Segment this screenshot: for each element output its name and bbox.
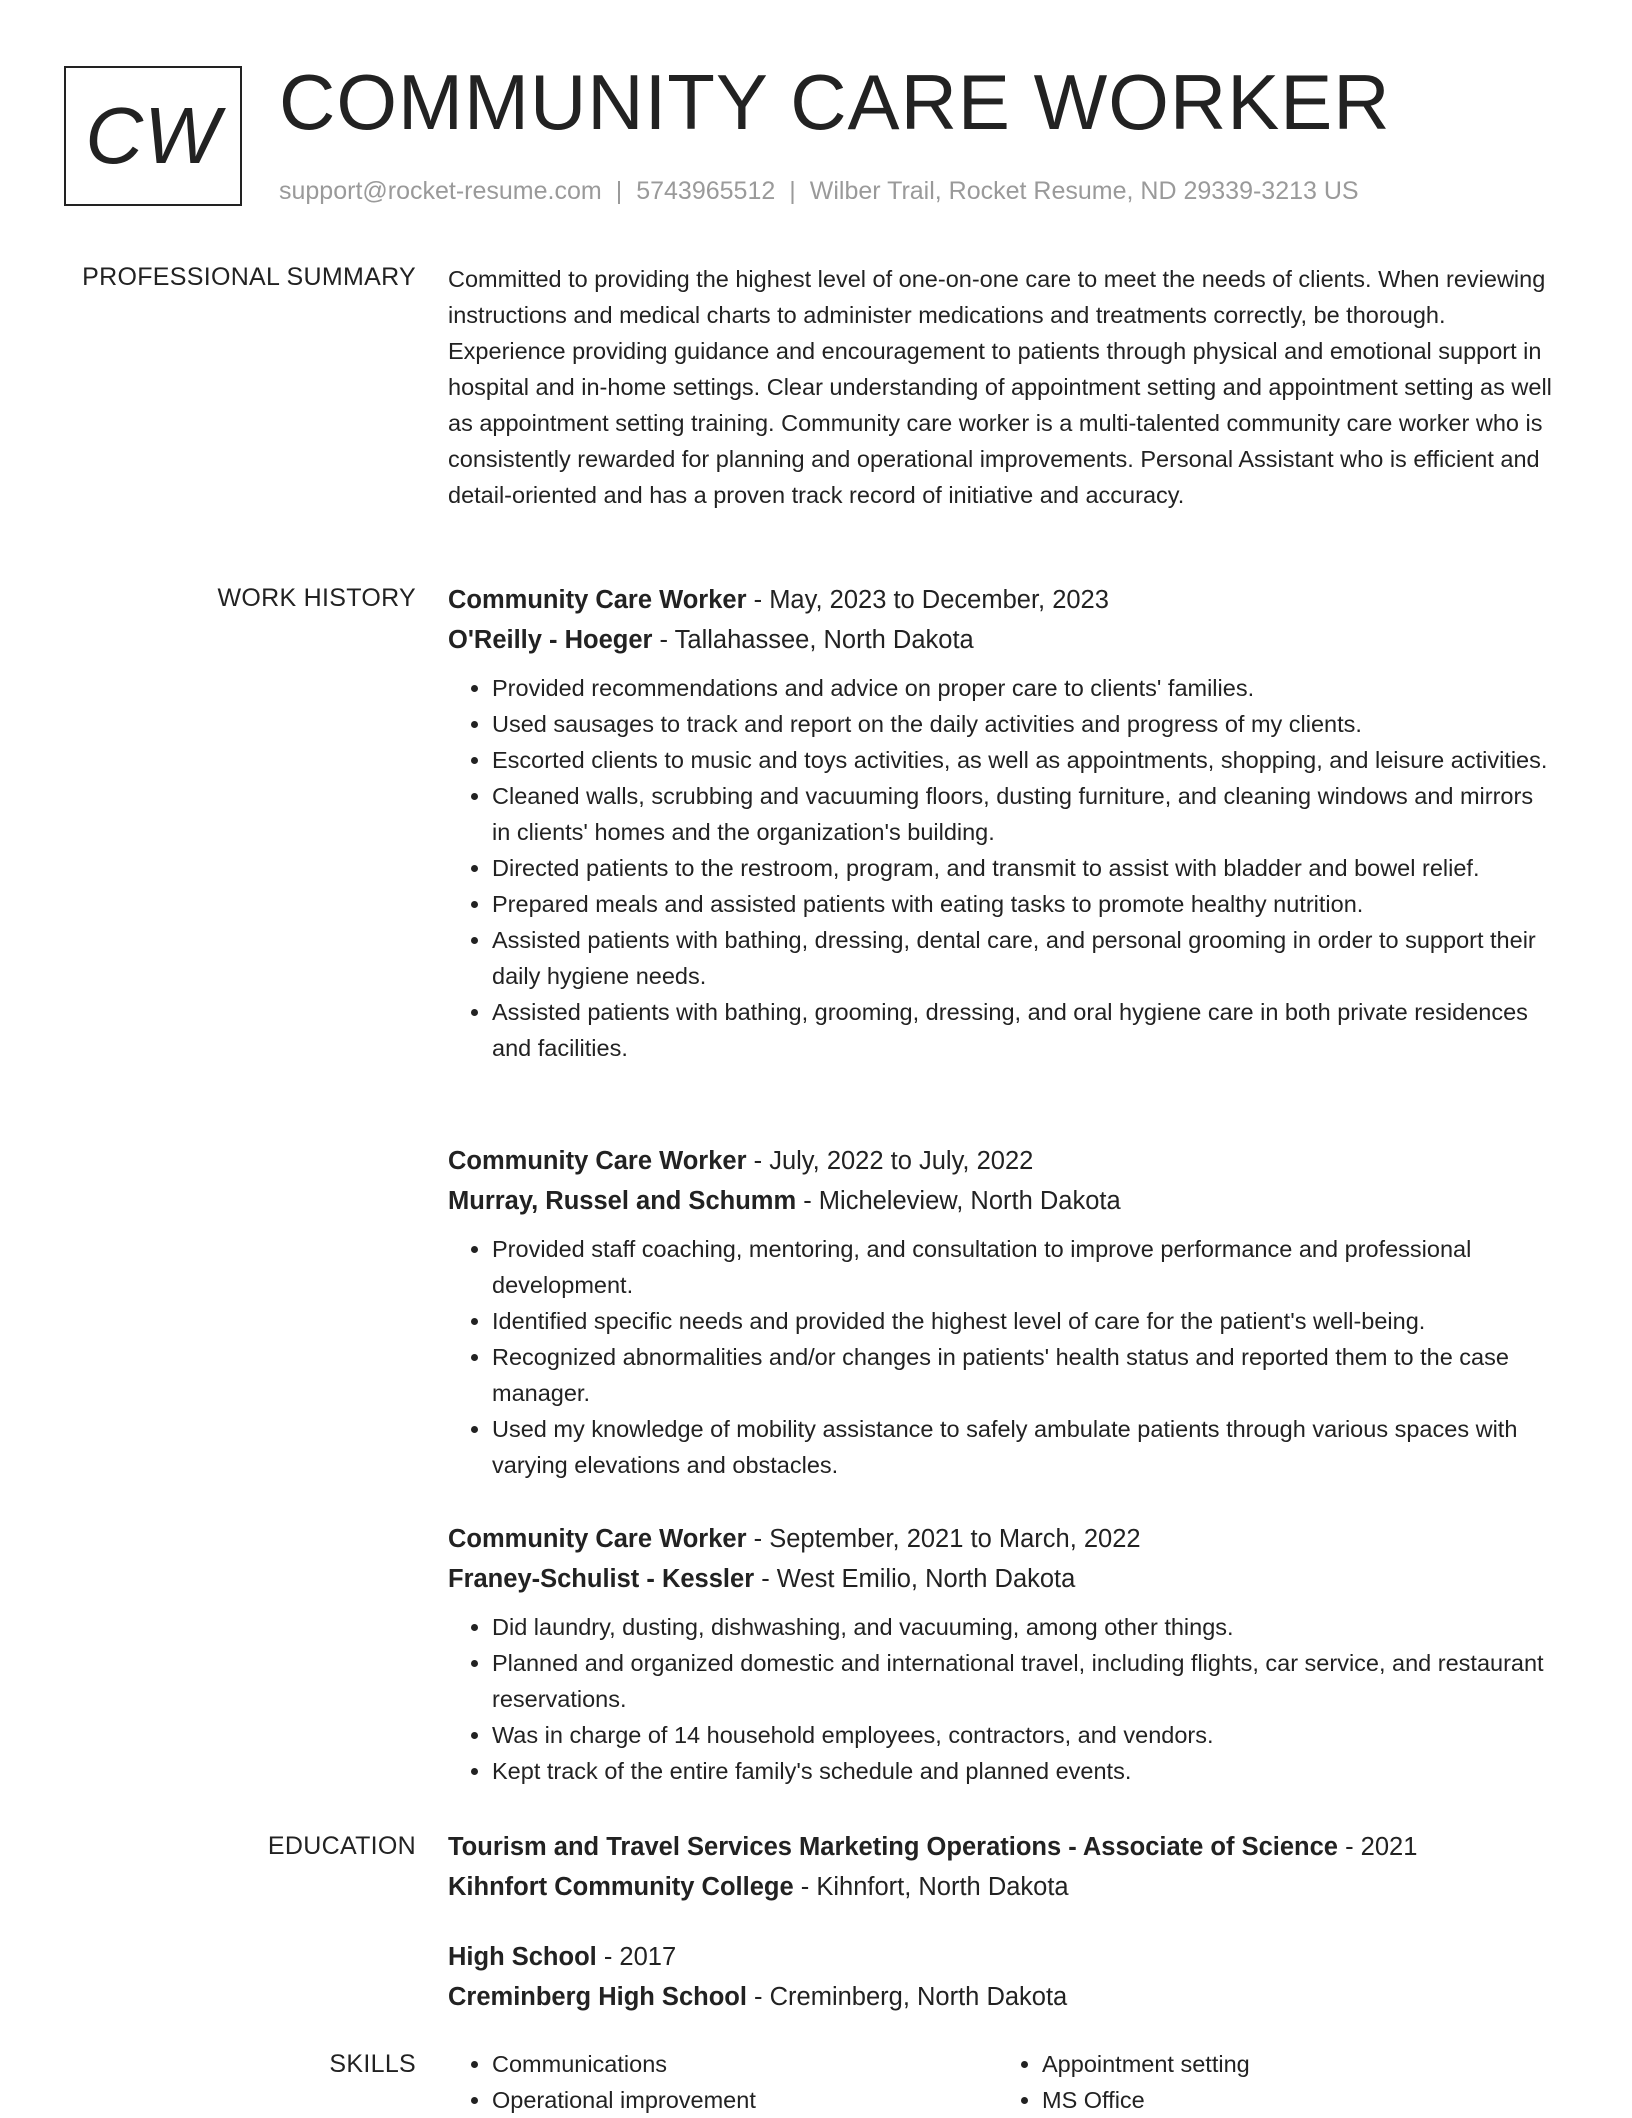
job-bullet: • Planned and organized domestic and international travel, including flights, car service, and restaurant reservations.	[492, 1645, 1553, 1717]
contact-email: support@rocket-resume.com	[279, 177, 602, 205]
skills-column-right	[998, 2046, 1548, 2118]
education-degree: Tourism and Travel Services Marketing Operations - Associate of Science	[448, 1833, 1338, 1861]
contact-separator: |	[789, 177, 796, 205]
job-bullets	[448, 1231, 1553, 1483]
skill-item: • Appointment setting	[1042, 2046, 1548, 2082]
education-school-line	[448, 1977, 1553, 2017]
job-dates: - September, 2021 to March, 2022	[746, 1525, 1141, 1553]
job-bullet: • Assisted patients with bathing, grooming, dressing, and oral hygiene care in both private residences and facilities.	[492, 994, 1553, 1066]
skills-list	[448, 2046, 1553, 2118]
skills-column-left	[448, 2046, 998, 2118]
section-label-education: EDUCATION	[267, 1832, 416, 1860]
job-title-line	[448, 580, 1553, 620]
job-entry	[448, 1519, 1553, 1789]
monogram-logo: CW	[64, 66, 242, 206]
section-label-summary: PROFESSIONAL SUMMARY	[82, 263, 416, 291]
education-entry	[448, 1937, 1553, 2017]
education-degree: High School	[448, 1943, 597, 1971]
education-degree-line	[448, 1827, 1553, 1867]
resume-name: COMMUNITY CARE WORKER	[279, 58, 1391, 146]
contact-address: Wilber Trail, Rocket Resume, ND 29339-3213 US	[809, 177, 1359, 205]
job-company-line	[448, 1559, 1553, 1599]
education-year: - 2021	[1338, 1833, 1418, 1861]
summary-text: Committed to providing the highest level of one-on-one care to meet the needs of clients. When reviewing instructions and medical charts to administer medications and treatments correctly, be thorough. Experience providing guidance and encouragement to patients through physical and emotional support in hospital and in-home settings. Clear understanding of appointment setting and appointment setting as well as appointment setting training. Community care worker is a multi-talented community care worker who is consistently rewarded for planning and operational improvements. Personal Assistant who is efficient and detail-oriented and has a proven track record of initiative and accuracy.	[448, 266, 1552, 508]
job-location: - West Emilio, North Dakota	[754, 1565, 1076, 1593]
job-company: Murray, Russel and Schumm	[448, 1187, 797, 1215]
education-year: - 2017	[596, 1943, 677, 1971]
education-entry	[448, 1827, 1553, 1907]
job-location: - Micheleview, North Dakota	[796, 1187, 1121, 1215]
job-bullet: • Directed patients to the restroom, program, and transmit to assist with bladder and bowel relief.	[492, 850, 1553, 886]
job-company: O'Reilly - Hoeger	[448, 626, 653, 654]
section-label-skills: SKILLS	[329, 2050, 416, 2078]
job-bullets	[448, 670, 1553, 1066]
job-bullet: • Assisted patients with bathing, dressing, dental care, and personal grooming in order to support their daily hygiene needs.	[492, 922, 1553, 994]
education-school: Creminberg High School	[448, 1983, 747, 2011]
job-location: - Tallahassee, North Dakota	[652, 626, 974, 654]
skill-item: • Operational improvement	[492, 2082, 998, 2118]
job-bullet: • Provided recommendations and advice on proper care to clients' families.	[492, 670, 1553, 706]
skill-item: • MS Office	[1042, 2082, 1548, 2118]
contact-line	[279, 175, 1359, 207]
job-bullet: • Recognized abnormalities and/or changes in patients' health status and reported them to the case manager.	[492, 1339, 1553, 1411]
job-bullet: • Provided staff coaching, mentoring, and consultation to improve performance and professional development.	[492, 1231, 1553, 1303]
job-bullet: • Was in charge of 14 household employees, contractors, and vendors.	[492, 1717, 1553, 1753]
job-title: Community Care Worker	[448, 1147, 747, 1175]
contact-phone: 5743965512	[636, 177, 776, 205]
job-bullets	[448, 1609, 1553, 1789]
education-location: - Kihnfort, North Dakota	[793, 1873, 1069, 1901]
job-bullet: • Escorted clients to music and toys activities, as well as appointments, shopping, and leisure activities.	[492, 742, 1553, 778]
job-dates: - May, 2023 to December, 2023	[746, 586, 1109, 614]
job-entry	[448, 1141, 1553, 1483]
job-bullet: • Used sausages to track and report on the daily activities and progress of my clients.	[492, 706, 1553, 742]
job-bullet: • Prepared meals and assisted patients with eating tasks to promote healthy nutrition.	[492, 886, 1553, 922]
job-dates: - July, 2022 to July, 2022	[746, 1147, 1034, 1175]
job-bullet: • Used my knowledge of mobility assistance to safely ambulate patients through various spaces with varying elevations and obstacles.	[492, 1411, 1553, 1483]
job-bullet: • Cleaned walls, scrubbing and vacuuming floors, dusting furniture, and cleaning windows and mirrors in clients' homes and the organization's building.	[492, 778, 1553, 850]
job-company: Franey-Schulist - Kessler	[448, 1565, 755, 1593]
job-company-line	[448, 620, 1553, 660]
education-location: - Creminberg, North Dakota	[746, 1983, 1068, 2011]
job-title: Community Care Worker	[448, 1525, 747, 1553]
job-title-line	[448, 1519, 1553, 1559]
section-label-work-history: WORK HISTORY	[217, 584, 416, 612]
skill-item: • Communications	[492, 2046, 998, 2082]
job-bullet: • Did laundry, dusting, dishwashing, and vacuuming, among other things.	[492, 1609, 1553, 1645]
contact-separator: |	[615, 177, 623, 205]
job-title: Community Care Worker	[448, 586, 747, 614]
job-bullet: • Identified specific needs and provided the highest level of care for the patient's well-being.	[492, 1303, 1553, 1339]
education-school: Kihnfort Community College	[448, 1873, 794, 1901]
education-degree-line	[448, 1937, 1553, 1977]
education-school-line	[448, 1867, 1553, 1907]
job-title-line	[448, 1141, 1553, 1181]
job-bullet: • Kept track of the entire family's schedule and planned events.	[492, 1753, 1553, 1789]
job-company-line	[448, 1181, 1553, 1221]
job-entry	[448, 580, 1553, 1066]
